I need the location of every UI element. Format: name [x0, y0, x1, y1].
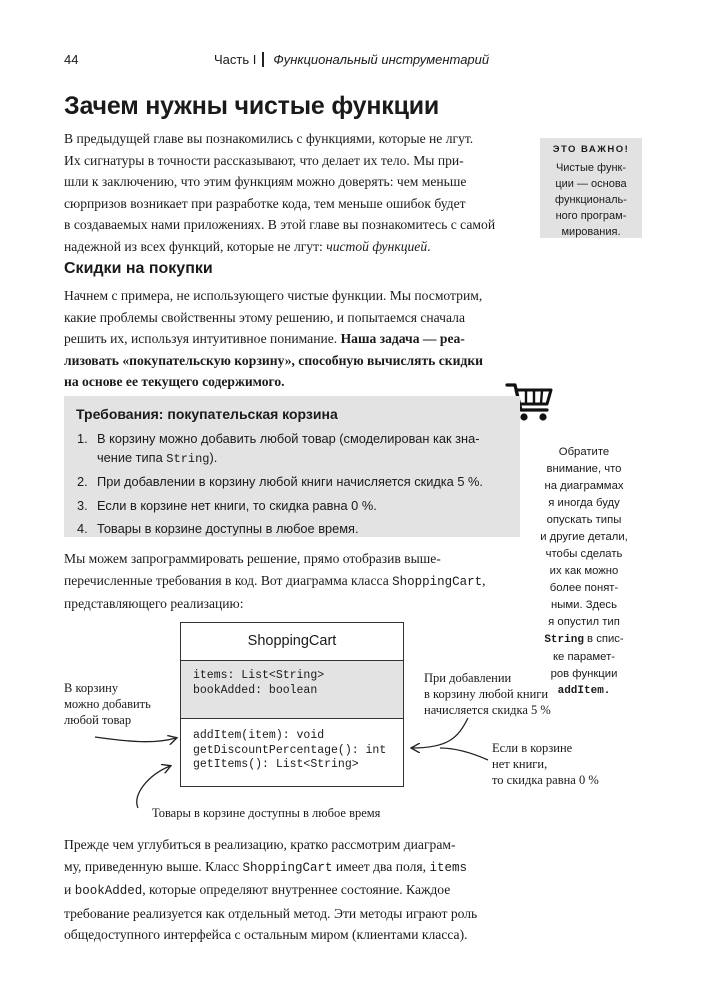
margin-line: ров функции	[550, 668, 618, 680]
requirement-text: ).	[209, 449, 218, 465]
para2-text: решить их, используя интуитивное понимание.	[64, 331, 341, 346]
part-label: Часть I	[214, 52, 257, 67]
intro-line: В предыдущей главе вы познакомились с функциями, которые не лгут.	[64, 131, 474, 146]
para4-text: , которые определяют внутреннее состояние. Каждое	[142, 882, 451, 897]
diagram-label-bottom: Товары в корзине доступны в любое время	[152, 806, 381, 820]
arrow-left	[95, 737, 176, 742]
para2-line: какие проблемы свойственны этому решению, и попытаемся сначала	[64, 309, 465, 325]
requirement-code: String	[166, 451, 210, 466]
requirement-text: При добавлении в корзину любой книги начисляется скидка 5 %.	[97, 474, 483, 489]
margin-line: я иногда буду	[548, 497, 620, 509]
note-line: ного програм-	[555, 210, 627, 222]
para2-line: Начнем с примера, не использующего чистые функции. Мы посмотрим,	[64, 288, 483, 303]
requirement-text: Если в корзине нет книги, то скидка равна 0 %.	[97, 497, 377, 513]
requirement-number: 3.	[77, 497, 88, 513]
label-line: любой товар	[64, 713, 132, 727]
para4-line: общедоступного интерфейса с остальным миром (клиентами класса).	[64, 927, 468, 942]
intro-line: сюрпризов возникает при разработке кода, тем меньше ошибок будет	[64, 195, 466, 211]
note-line: мирования.	[561, 226, 621, 238]
margin-line: и другие детали,	[540, 531, 628, 543]
para4-code: bookAdded	[74, 884, 143, 898]
diagram-label-right-top	[424, 670, 551, 718]
intro-line: Их сигнатуры в точности рассказывают, что делает их тело. Мы при-	[64, 152, 464, 168]
para4-line	[64, 879, 477, 903]
margin-code: addItem.	[557, 685, 611, 697]
requirement-text: Товары в корзине доступны в любое время.	[97, 521, 359, 536]
label-line: в корзину любой книги	[424, 687, 549, 701]
para4-line: требование реализуется как отдельный метод. Эти методы играют роль	[64, 905, 478, 921]
margin-text: в спис-	[583, 633, 624, 645]
margin-line: ными. Здесь	[551, 599, 617, 611]
uml-method: getItems(): List<String>	[193, 758, 359, 771]
label-line: Если в корзине	[492, 741, 573, 755]
para4-code: items	[429, 860, 467, 875]
para3-code: ShoppingCart	[392, 574, 483, 589]
paragraph-4	[64, 834, 477, 946]
label-line: начисляется скидка 5 %	[424, 703, 551, 717]
page-title: Зачем нужны чистые функции	[64, 92, 440, 120]
pure-function-term: чистой функцией	[326, 238, 428, 254]
para3-text: ,	[482, 572, 486, 588]
section-title: Функциональный инструментарий	[273, 52, 490, 67]
para3-line: представляющего реализацию:	[64, 596, 244, 611]
intro-line: шли к заключению, что этим функциям можно доверять: чем меньше	[64, 174, 467, 189]
margin-line: более понят-	[549, 582, 619, 594]
margin-line: Обратите	[558, 446, 610, 458]
margin-line: на диаграммах	[544, 480, 624, 492]
para3-line: Мы можем запрограммировать решение, прямо отобразив выше-	[64, 551, 441, 566]
label-line: В корзину	[64, 681, 119, 695]
note-line: функциональ-	[555, 194, 627, 206]
requirement-number: 2.	[77, 474, 88, 489]
label-line: нет книги,	[492, 757, 548, 771]
para4-text: и	[64, 882, 75, 897]
para3-text: перечисленные требования в код. Вот диаграмма класса	[64, 572, 393, 588]
uml-method: getDiscountPercentage(): int	[193, 743, 387, 757]
intro-line: в создаваемых нами приложениях. В этой главе вы познакомитесь с самой	[64, 217, 496, 232]
margin-code: String	[544, 634, 584, 646]
margin-line: опускать типы	[546, 514, 622, 526]
label-line: можно добавить	[64, 697, 151, 711]
arrow-right-branch	[440, 748, 488, 760]
intro-last-text: надежной из всех функций, которые не лгут:	[64, 238, 327, 254]
para4-line: Прежде чем углубиться в реализацию, кратко рассмотрим диаграм-	[64, 837, 456, 852]
para2-bold-line: лизовать «покупательскую корзину», способную вычислять скидки	[64, 352, 483, 368]
label-line: При добавлении	[424, 671, 512, 685]
arrow-right	[412, 718, 468, 748]
uml-field: items: List<String>	[193, 669, 325, 682]
requirement-number: 1.	[77, 431, 88, 446]
page-number: 44	[64, 52, 79, 67]
requirement-number: 4.	[77, 521, 88, 536]
note-line: ции — основа	[555, 178, 627, 190]
arrow-bottom	[137, 766, 170, 808]
para4-text: му, приведенную выше. Класс	[64, 858, 243, 874]
diagram-label-right-bottom	[492, 740, 599, 788]
intro-last-end: .	[427, 238, 431, 254]
margin-line: ке парамет-	[552, 651, 616, 663]
requirement-text: чение типа	[97, 449, 167, 465]
margin-line: внимание, что	[546, 463, 622, 475]
diagram-label-left	[64, 680, 151, 728]
para4-code: ShoppingCart	[242, 860, 333, 875]
margin-line: их как можно	[549, 565, 619, 577]
uml-field: bookAdded: boolean	[193, 683, 318, 697]
important-note-title: ЭТО ВАЖНО!	[552, 144, 630, 155]
requirements-title: Требования: покупательская корзина	[76, 406, 338, 422]
para2-bold: Наша задача — реа-	[340, 331, 465, 346]
label-line: то скидка равна 0 %	[492, 773, 599, 787]
para4-line	[64, 856, 477, 880]
margin-line: чтобы сделать	[545, 548, 623, 560]
uml-class-name: ShoppingCart	[181, 623, 403, 661]
section-heading: Скидки на покупки	[64, 260, 213, 277]
para2-bold-line: на основе ее текущего содержимого.	[64, 374, 285, 389]
note-line: Чистые функ-	[555, 162, 627, 174]
requirement-text: В корзину можно добавить любой товар (смоделирован как зна-	[97, 431, 480, 446]
margin-line: я опустил тип	[548, 616, 620, 628]
uml-method: addItem(item): void	[193, 729, 325, 742]
para4-text: имеет два поля,	[332, 858, 430, 874]
